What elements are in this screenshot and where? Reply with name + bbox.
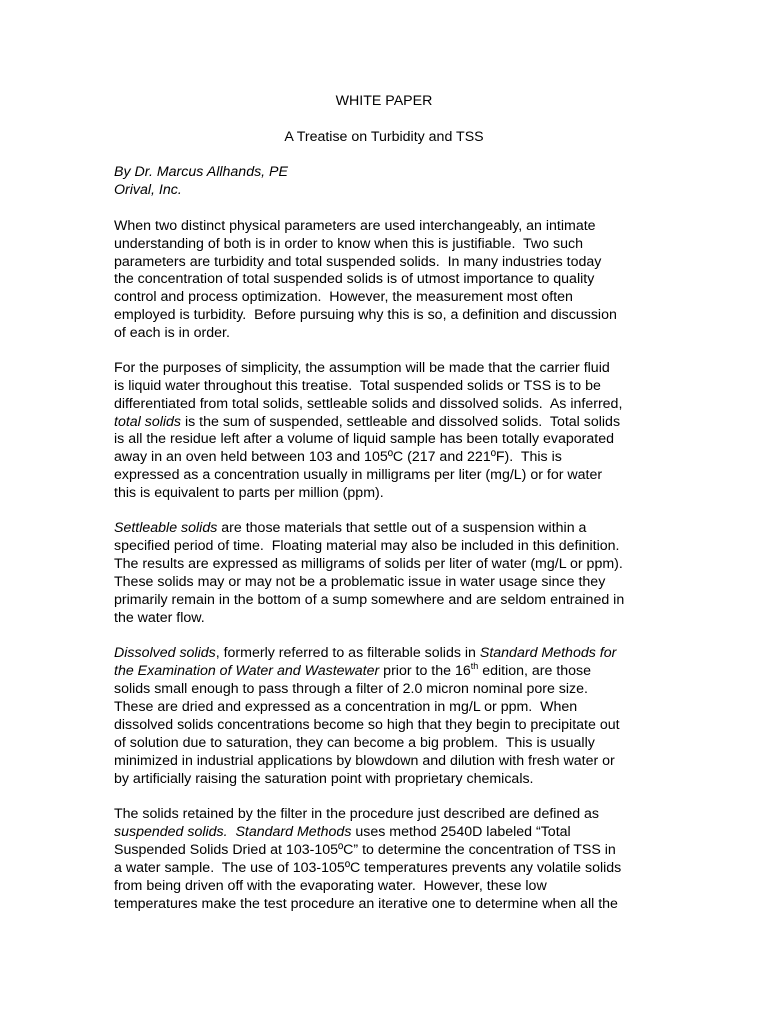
text-line: from being driven off with the evaporating water. However, these low — [114, 878, 547, 894]
doc-type-heading: WHITE PAPER — [335, 93, 433, 109]
text-line: by artificially raising the saturation point with proprietary chemicals. — [114, 771, 534, 787]
text-line: dissolved solids concentrations become so high that they begin to precipitate out — [114, 717, 620, 733]
text-line: away in an oven held between 103 and 105ºC (217 and 221ºF). This is — [114, 449, 562, 465]
term-settleable-solids: Settleable solids — [114, 520, 218, 536]
text-line: control and process optimization. However, the measurement most often — [114, 289, 573, 305]
text-line: These solids may or may not be a problematic issue in water usage since they — [114, 574, 606, 590]
text-line: Settleable solids are those materials that settle out of a suspension within a — [114, 520, 587, 536]
text-line: expressed as a concentration usually in milligrams per liter (mg/L) or for water — [114, 467, 603, 483]
text-line: solids small enough to pass through a filter of 2.0 micron nominal pore size. — [114, 681, 588, 697]
text-line: understanding of both is in order to know when this is justifiable. Two such — [114, 236, 583, 252]
text-line: the concentration of total suspended solids is of utmost importance to quality — [114, 271, 595, 287]
text-line: is all the residue left after a volume of liquid sample has been totally evaporated — [114, 431, 615, 447]
text-line: Suspended Solids Dried at 103-105ºC” to determine the concentration of TSS in — [114, 842, 616, 858]
text-line: The solids retained by the filter in the procedure just described are defined as — [114, 806, 600, 822]
ordinal-superscript: th — [470, 661, 479, 671]
text-line: of solution due to saturation, they can become a big problem. This is usually — [114, 735, 595, 751]
term-total-solids: total solids — [114, 414, 182, 430]
text-line: total solids is the sum of suspended, settleable and dissolved solids. Total solids — [114, 414, 621, 430]
text-line: employed is turbidity. Before pursuing why this is so, a definition and discussion — [114, 307, 617, 323]
author-byline: By Dr. Marcus Allhands, PE — [114, 164, 288, 180]
text-line: These are dried and expressed as a concentration in mg/L or ppm. When — [114, 699, 578, 715]
text-line: is liquid water throughout this treatise. Total suspended solids or TSS is to be — [114, 378, 601, 394]
text-line: For the purposes of simplicity, the assumption will be made that the carrier fluid — [114, 360, 610, 376]
reference-standard-methods: Standard Methods for — [479, 645, 617, 661]
text-line: of each is in order. — [114, 325, 230, 341]
text-line: When two distinct physical parameters are used interchangeably, an intimate — [114, 218, 596, 234]
term-suspended-solids: suspended solids. — [114, 824, 228, 840]
text-line: specified period of time. Floating material may also be included in this definition. — [114, 538, 620, 554]
term-dissolved-solids: Dissolved solids — [114, 645, 216, 661]
text-line: minimized in industrial applications by blowdown and dilution with fresh water or — [114, 753, 615, 769]
author-organization: Orival, Inc. — [114, 182, 182, 198]
text-line: the Examination of Water and Wastewater prior to the 16th edition, are those — [114, 661, 592, 679]
reference-standard-methods-cont: the Examination of Water and Wastewater — [114, 663, 380, 679]
text-line: a water sample. The use of 103-105ºC temperatures prevents any volatile solids — [114, 860, 622, 876]
text-line: The results are expressed as milligrams of solids per liter of water (mg/L or ppm). — [114, 556, 623, 572]
text-line: Dissolved solids, formerly referred to as filterable solids in Standard Methods for — [114, 645, 617, 661]
text-line: suspended solids. Standard Methods uses method 2540D labeled “Total — [114, 824, 571, 840]
text-line: temperatures make the test procedure an iterative one to determine when all the — [114, 896, 618, 912]
text-line: this is equivalent to parts per million (ppm). — [114, 485, 384, 501]
doc-title: A Treatise on Turbidity and TSS — [284, 129, 484, 145]
text-line: primarily remain in the bottom of a sump somewhere and are seldom entrained in — [114, 592, 625, 608]
text-line: differentiated from total solids, settleable solids and dissolved solids. As inferred, — [114, 396, 623, 412]
text-line: parameters are turbidity and total suspended solids. In many industries today — [114, 254, 602, 270]
reference-standard-methods-2: Standard Methods — [235, 824, 352, 840]
text-line: the water flow. — [114, 610, 205, 626]
